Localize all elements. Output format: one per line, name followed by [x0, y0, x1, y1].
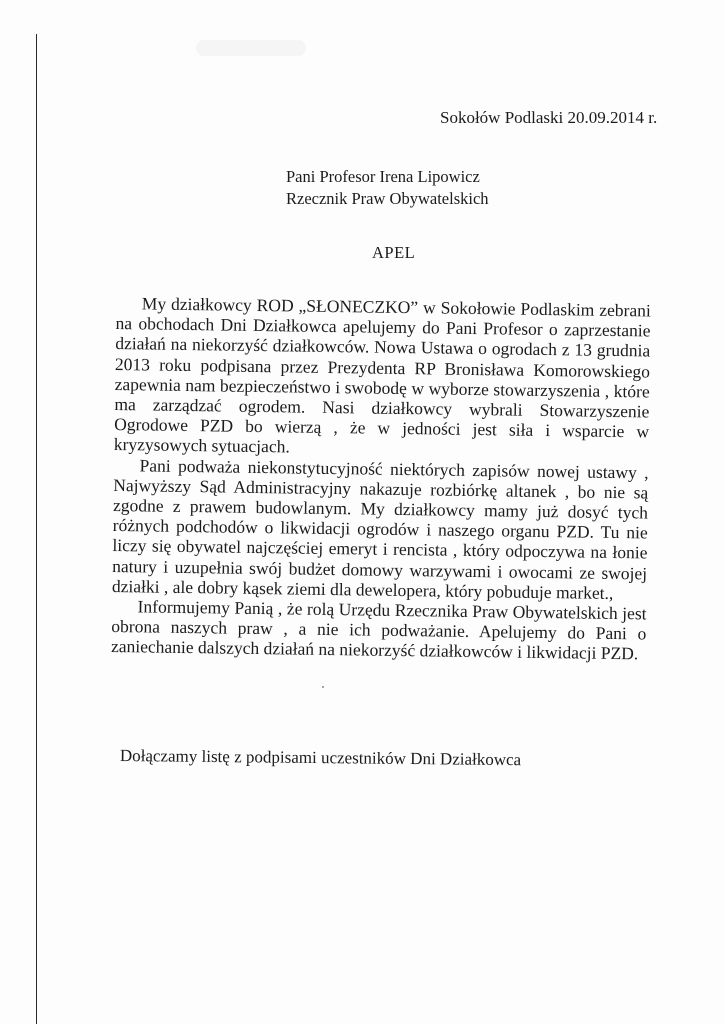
- letter-title: APEL: [372, 243, 416, 262]
- recipient-office: Rzecznik Praw Obywatelskich: [286, 189, 489, 208]
- closing-note: Dołączamy listę z podpisami uczestników Dni Działkowca: [119, 746, 522, 770]
- place-and-date: Sokołów Podlaski 20.09.2014 r.: [440, 108, 658, 127]
- letter-body: [111, 293, 651, 664]
- page-margin-line: [36, 34, 37, 1024]
- scan-speck: [322, 686, 324, 688]
- faint-bleed-through: [196, 40, 306, 56]
- paragraph-2: Pani podważa niekonstytucyjność niektórych zapisów nowej ustawy , Najwyższy Sąd Administracyjny nakazuje rozbiórkę altanek , bo nie są zgodne z prawem budowlanym. My działkowcy mamy już dosyć tych różnych podchodów o likwidacji ogrodów i naszego organu PZD. Tu nie liczy się obywatel najczęściej emeryt i rencista , który odpoczywa na łonie natury i uzupełnia swój budżet domowy warzywami i owocami ze swojej działki , ale dobry kąsek ziemi dla dewelopera, który pobuduje market.,: [111, 454, 649, 603]
- recipient-name: Pani Profesor Irena Lipowicz: [286, 167, 480, 186]
- paragraph-3: Informujemy Panią , że rolą Urzędu Rzecznika Praw Obywatelskich jest obrona naszych praw , a nie ich podważanie. Apelujemy do Pani o zaniechanie dalszych działań na niekorzyść działkowców i likwidacji PZD.: [110, 596, 647, 664]
- recipient-block: [286, 166, 489, 210]
- paragraph-1: My działkowcy ROD „SŁONECZKO” w Sokołowie Podlaskim zebrani na obchodach Dni Działkowca apelujemy do Pani Profesor o zaprzestanie działań na niekorzyść działkowców. Nowa Ustawa o ogrodach z 13 grudnia 2013 roku podpisana przez Prezydenta RP Bronisława Komorowskiego zapewnia nam bezpieczeństwo i swobodę w wyborze stowarzyszenia , które ma zarządzać ogrodem. Nasi działkowcy wybrali Stowarzyszenie Ogrodowe PZD bo wierzą , że w jedności jest siła i wsparcie w kryzysowych sytuacjach.: [113, 293, 651, 457]
